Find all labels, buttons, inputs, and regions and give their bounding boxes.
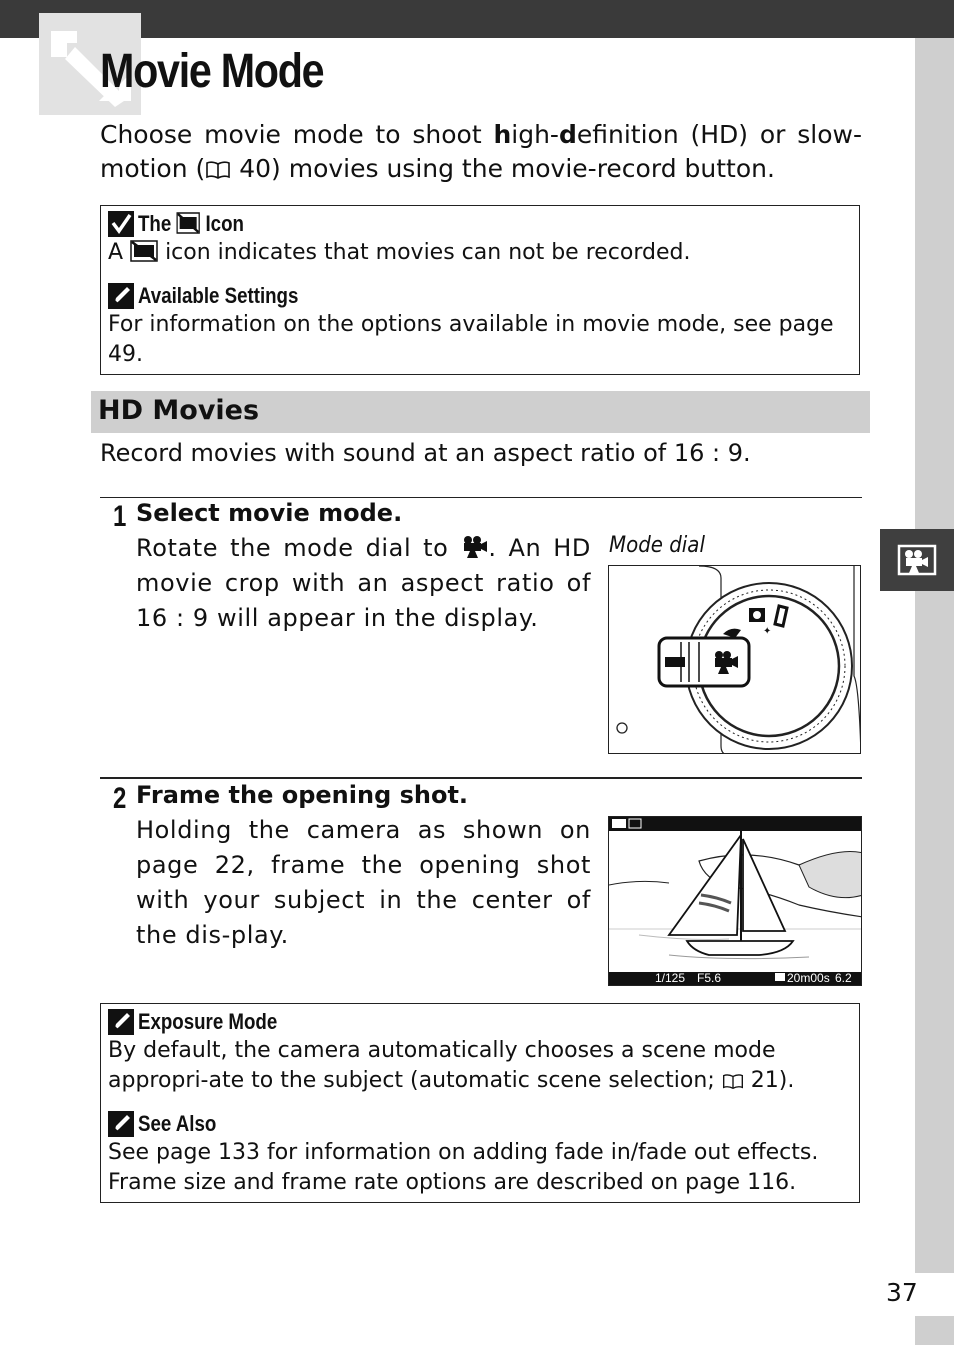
note-heading-see-also-text: See Also: [138, 1111, 217, 1136]
display-time: 20m00s: [787, 971, 830, 985]
intro-paragraph: [100, 118, 862, 186]
intro-page-ref[interactable]: 40: [239, 154, 272, 183]
pencil-icon: [108, 283, 134, 309]
book-icon: [722, 1073, 744, 1090]
intro-text-4: ) movies using the movie-record button.: [271, 154, 775, 183]
note-heading-see-also: [108, 1110, 852, 1138]
note-text-settings: For information on the options available in movie mode, see page 49.: [108, 312, 834, 367]
note-text-post: icon indicates that movies can not be recorded.: [165, 240, 691, 265]
no-rec-icon-inline: [130, 240, 158, 262]
display-shutter: 1/125: [655, 971, 686, 985]
step2-number: 2: [113, 782, 127, 815]
top-bar: [0, 0, 954, 38]
intro-text-1: Choose movie mode to shoot: [100, 120, 494, 149]
intro-text-3: efinition (HD) or slow-motion (: [100, 120, 863, 183]
step1-number: 1: [113, 500, 127, 533]
display-aperture: F5.6: [697, 971, 722, 985]
note-text-exposure-post: ).: [778, 1068, 795, 1093]
note-box-bottom: [100, 1003, 860, 1203]
note-text-exposure: [108, 1036, 852, 1096]
pencil-icon: [108, 1009, 134, 1035]
display-ratio: 6.2: [835, 971, 852, 985]
note-exposure-page-ref[interactable]: 21: [750, 1068, 779, 1093]
mode-dial-caption: Mode dial: [609, 533, 705, 558]
note-heading-post: Icon: [205, 211, 244, 236]
lcd-display-illustration: [609, 817, 862, 986]
side-margin-bar: [915, 38, 954, 1273]
step2-title: Frame the opening shot.: [136, 781, 469, 809]
intro-text-2: igh-: [511, 120, 559, 149]
note-heading-pre: The: [138, 211, 172, 236]
movie-mode-icon: [460, 535, 488, 559]
no-rec-icon: [176, 212, 200, 234]
note-heading-exposure-text: Exposure Mode: [138, 1009, 278, 1034]
page-number: 37: [886, 1278, 918, 1307]
note-heading-icon: [108, 210, 852, 238]
note-heading-settings-text: Available Settings: [138, 283, 299, 308]
book-icon: [205, 160, 231, 180]
note-text-pre: A: [108, 240, 124, 265]
step2-text: Holding the camera as shown on page 22, frame the opening shot with your subject in the center of the dis-play.: [136, 816, 591, 949]
pencil-icon: [108, 1111, 134, 1137]
intro-bold-d: d: [558, 120, 577, 149]
step1-text-post: . An HD movie crop with an aspect ratio of 16 : 9 will appear in the display.: [136, 534, 591, 632]
mode-dial-figure: [608, 565, 861, 754]
intro-bold-h: h: [493, 120, 512, 149]
chapter-tab-movie[interactable]: [880, 529, 954, 591]
note-box-top: [100, 205, 860, 375]
display-figure: [608, 816, 862, 986]
step1-text: [136, 531, 591, 636]
step1-text-pre: Rotate the mode dial to: [136, 534, 449, 562]
note-text-icon: [108, 238, 852, 268]
note-heading-exposure: [108, 1008, 852, 1036]
side-margin-bar-bottom: [915, 1316, 954, 1345]
step2-rule: [100, 777, 862, 779]
note-text-exposure-pre: By default, the camera automatically chooses a scene mode appropri-ate to the subject (automatic scene selection;: [108, 1038, 776, 1093]
movie-camera-icon: [897, 543, 937, 577]
step1-title: Select movie mode.: [136, 499, 403, 527]
section-intro: Record movies with sound at an aspect ratio of 16 : 9.: [100, 439, 751, 467]
section-title: HD Movies: [98, 395, 260, 426]
step1-rule: [100, 497, 862, 498]
section-header: [91, 391, 870, 433]
page-title: Movie Mode: [100, 45, 324, 98]
note-text-see-also: See page 133 for information on adding fade in/fade out effects. Frame size and frame rate options are described on page 116.: [108, 1140, 819, 1195]
check-icon: [108, 211, 134, 237]
note-heading-settings: [108, 282, 852, 310]
mode-dial-illustration: [609, 566, 861, 754]
svg-text:✦: ✦: [763, 626, 772, 637]
